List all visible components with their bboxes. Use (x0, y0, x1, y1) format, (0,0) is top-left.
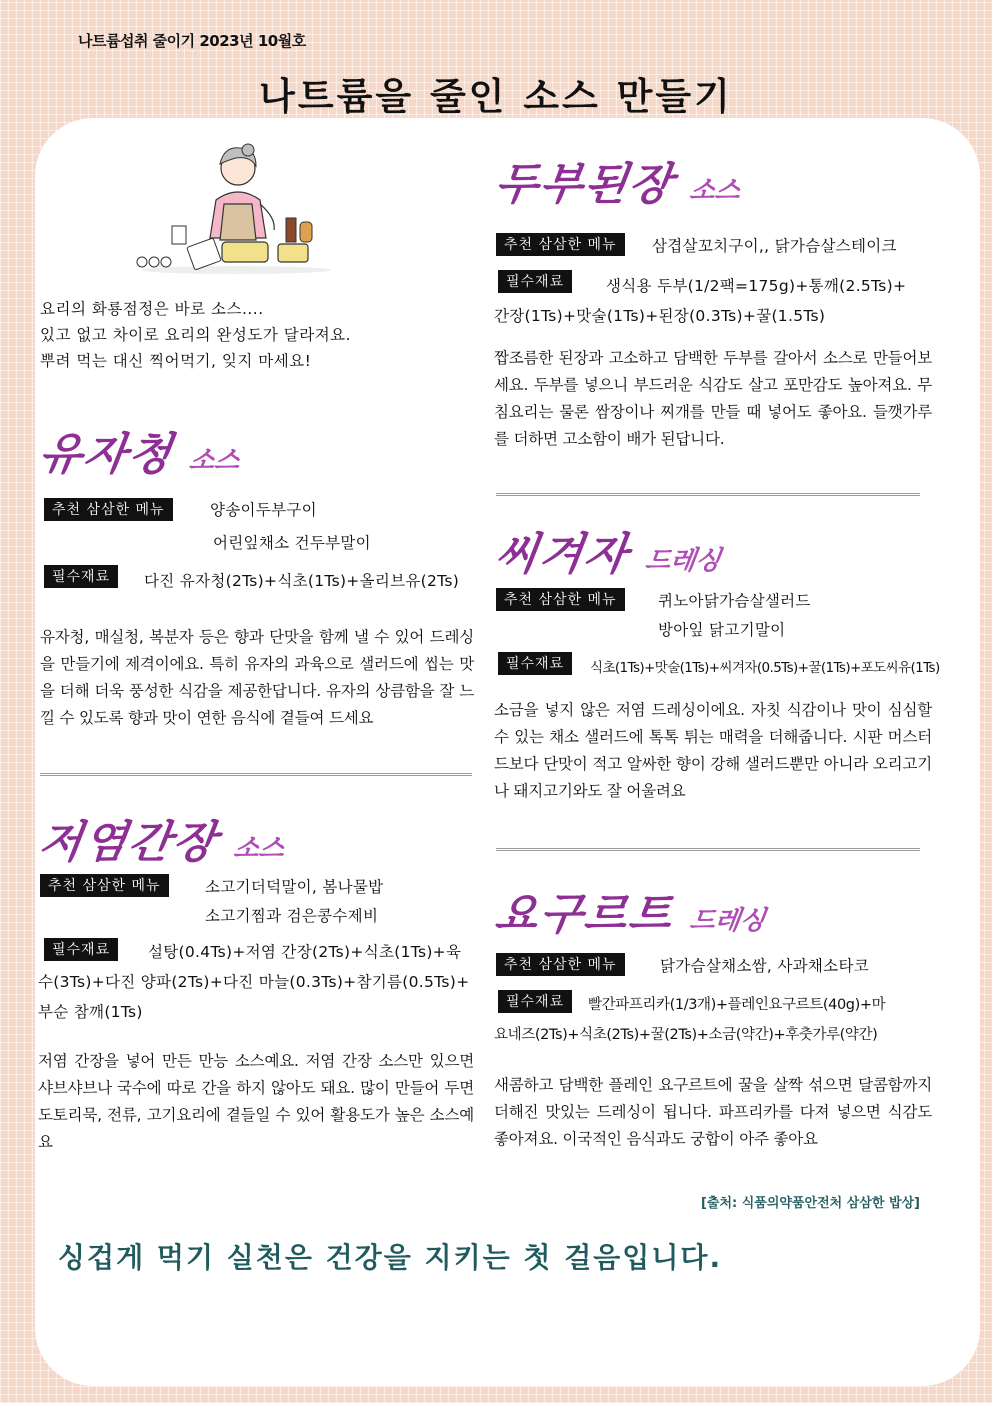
footer-slogan: 싱겁게 먹기 실천은 건강을 지키는 첫 걸음입니다. (58, 1241, 723, 1274)
menu-item: 삼겹살꼬치구이,, 닭가슴살스테이크 (652, 237, 897, 255)
menu-label: 추천 삼삼한 메뉴 (496, 588, 625, 611)
menu-item: 닭가슴살채소쌈, 사과채소타코 (660, 957, 870, 975)
menu-item: 퀴노아닭가슴살샐러드 (658, 592, 811, 610)
ingredients-text: 설탕(0.4Ts)+저염 간장(2Ts)+식초(1Ts)+육 (148, 943, 462, 961)
ingredients-label: 필수재료 (498, 652, 572, 675)
yuja-sauce-title (36, 418, 246, 482)
sauce-name: 저염간장 (35, 817, 221, 868)
intro-line: 요리의 화룡점정은 바로 소스.... (40, 300, 264, 318)
sauce-name: 두부된장 (491, 159, 677, 210)
cooking-woman-illustration (136, 138, 336, 278)
yogurt-dressing-title (492, 878, 772, 942)
sauce-suffix: 소스 (187, 446, 242, 476)
intro-line: 있고 없고 차이로 요리의 완성도가 달라져요. (40, 326, 352, 344)
tofu-sauce-title (492, 148, 747, 212)
separator (496, 493, 920, 496)
menu-label: 추천 삼삼한 메뉴 (496, 953, 625, 976)
sauce-suffix: 드레싱 (643, 546, 723, 576)
ingredients-label: 필수재료 (44, 565, 118, 588)
sauce-name: 씨겨자 (491, 529, 633, 580)
intro-line: 뿌려 먹는 대신 찍어먹기, 잊지 마세요! (40, 352, 312, 370)
ingredients-text: 부순 참깨(1Ts) (38, 1003, 143, 1021)
intro-text (40, 296, 351, 374)
issue-header: 나트륨섭취 줄이기 2023년 10월호 (78, 32, 306, 50)
separator (496, 848, 920, 851)
mustard-dressing-title (492, 518, 727, 582)
menu-label: 추천 삼삼한 메뉴 (44, 498, 173, 521)
sauce-description: 새콤하고 담백한 플레인 요구르트에 꿀을 살짝 섞으면 달콤함까지 더해진 맛있는 드레싱이 됩니다. 파프리카를 다져 넣으면 식감도 좋아져요. 이국적인 음식과도 궁합이 아주 좋아요 (494, 1076, 932, 1148)
sauce-name: 유자청 (35, 429, 177, 480)
sauce-description: 유자청, 매실청, 복분자 등은 향과 단맛을 함께 낼 수 있어 드레싱을 만들기에 제격이에요. 특히 유자의 과육으로 샐러드에 씹는 맛을 더해 더욱 풍성한 식감을 제공한답니다. 유자의 상큼함을 잘 느낄 수 있도록 향과 맛이 연한 음식에 곁들여 드세요 (40, 628, 474, 727)
ingredients-text: 요네즈(2Ts)+식초(2Ts)+꿀(2Ts)+소금(약간)+후춧가루(약간) (494, 1027, 878, 1043)
ingredients-text: 생식용 두부(1/2팩=175g)+통깨(2.5Ts)+ (606, 277, 907, 295)
soy-sauce-title (36, 806, 291, 870)
source-citation: [출처: 식품의약품안전처 삼삼한 밥상] (700, 1196, 920, 1211)
ingredients-text: 식초(1Ts)+맛술(1Ts)+씨겨자(0.5Ts)+꿀(1Ts)+포도씨유(1Ts) (590, 660, 940, 676)
ingredients-label: 필수재료 (44, 938, 118, 961)
sauce-description: 저염 간장을 넣어 만든 만능 소스예요. 저염 간장 소스만 있으면 샤브샤브나 국수에 따로 간을 하지 않아도 돼요. 많이 만들어 두면 도토리묵, 전류, 고기요리에 곁들일 수 있어 활용도가 높은 소스예요 (38, 1052, 474, 1151)
page-title: 나트륨을 줄인 소스 만들기 (259, 75, 733, 118)
sauce-suffix: 소스 (231, 834, 287, 864)
sauce-description: 소금을 넣지 않은 저염 드레싱이에요. 자칫 식감이나 맛이 심심할 수 있는 채소 샐러드에 톡톡 튀는 매력을 더해줍니다. 시판 머스터드보다 단맛이 적고 알싸한 향이 강해 샐러드뿐만 아니라 오리고기나 돼지고기와도 잘 어울려요 (494, 701, 932, 800)
ingredients-label: 필수재료 (498, 990, 572, 1013)
ingredients-text: 간장(1Ts)+맛술(1Ts)+된장(0.3Ts)+꿀(1.5Ts) (494, 307, 826, 325)
menu-item: 양송이두부구이 (210, 501, 317, 519)
ingredients-text: 다진 유자청(2Ts)+식초(1Ts)+올리브유(2Ts) (144, 572, 460, 590)
ingredients-text: 빨간파프리카(1/3개)+플레인요구르트(40g)+마 (588, 997, 886, 1013)
separator (40, 773, 472, 776)
sauce-name: 요구르트 (491, 889, 677, 940)
ingredients-label: 필수재료 (498, 270, 572, 293)
sauce-suffix: 드레싱 (687, 906, 768, 936)
menu-label: 추천 삼삼한 메뉴 (40, 874, 169, 897)
sauce-description: 짭조름한 된장과 고소하고 담백한 두부를 갈아서 소스로 만들어보세요. 두부를 넣으니 부드러운 식감도 살고 포만감도 높아져요. 무침요리는 물론 쌈장이나 찌개를 만들 때 넣어도 좋아요. 들깻가루를 더하면 고소함이 배가 된답니다. (494, 349, 932, 448)
menu-item: 소고기찜과 검은콩수제비 (205, 907, 379, 925)
menu-label: 추천 삼삼한 메뉴 (496, 233, 625, 256)
sauce-suffix: 소스 (687, 176, 743, 206)
menu-item: 소고기더덕말이, 봄나물밥 (205, 878, 384, 896)
menu-item: 방아잎 닭고기말이 (658, 621, 786, 639)
ingredients-text: 수(3Ts)+다진 양파(2Ts)+다진 마늘(0.3Ts)+참기름(0.5Ts)+ (38, 973, 470, 991)
menu-item: 어린잎채소 건두부말이 (213, 534, 371, 552)
